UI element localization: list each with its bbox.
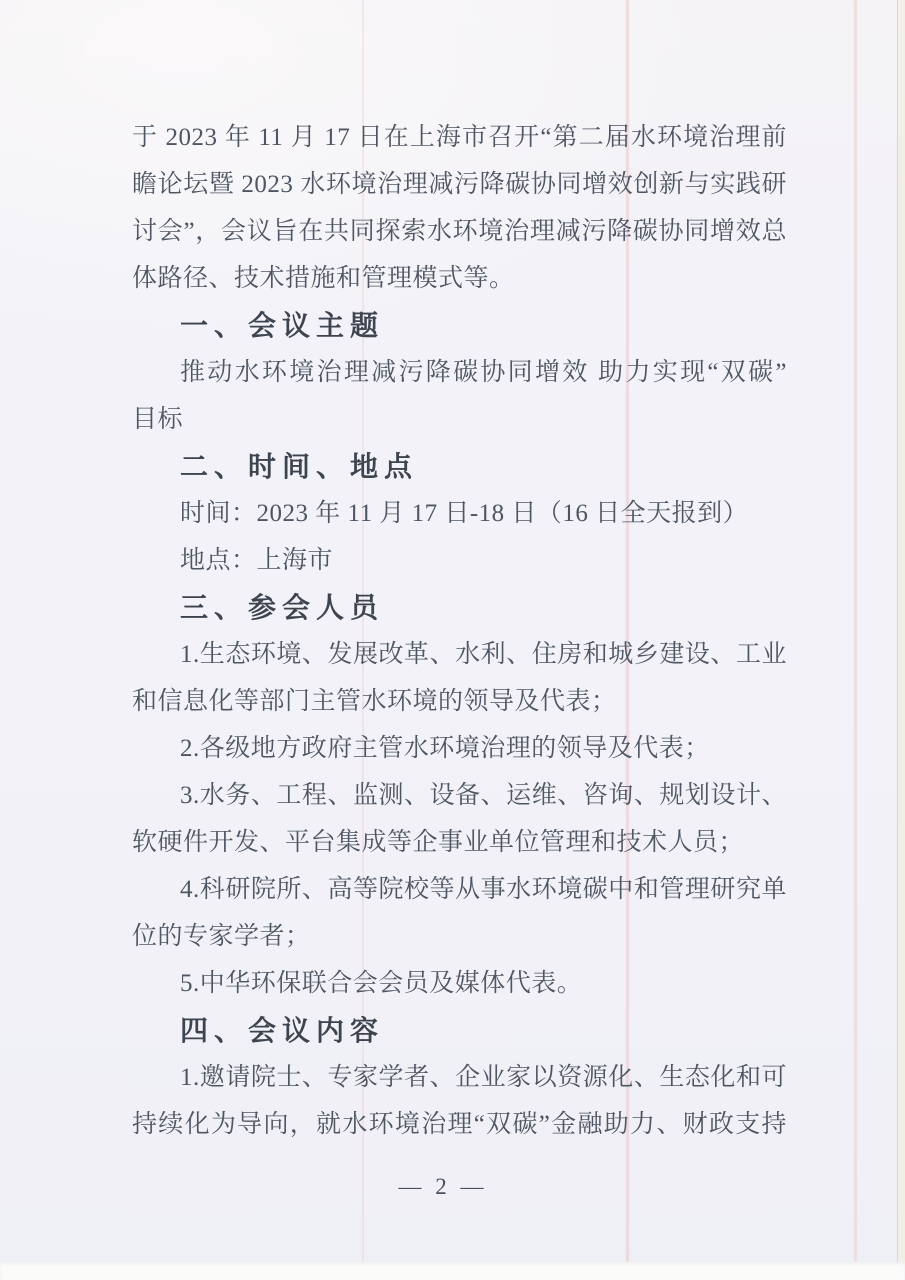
document-text-block: [132, 114, 787, 1148]
document-line: 地点：上海市: [180, 547, 334, 574]
document-line: 二、时间、地点: [180, 451, 419, 482]
page-footer: [0, 1174, 886, 1200]
document-line: 和信息化等部门主管水环境的领导及代表；: [132, 688, 617, 715]
document-line: 软硬件开发、平台集成等企事业单位管理和技术人员；: [132, 829, 745, 856]
scan-artifact-line-right: [854, 0, 857, 1262]
page-number: — 2 —: [398, 1174, 488, 1199]
document-line: 时间：2023 年 11 月 17 日-18 日（16 日全天报到）: [180, 500, 749, 527]
document-line: 1.邀请院士、专家学者、企业家以资源化、生态化和可: [180, 1064, 787, 1091]
document-line: 瞻论坛暨 2023 水环境治理减污降碳协同增效创新与实践研: [132, 171, 787, 198]
scanner-background-strip: [0, 1262, 905, 1280]
document-line: 于 2023 年 11 月 17 日在上海市召开“第二届水环境治理前: [132, 124, 787, 151]
document-line: 讨会”，会议旨在共同探索水环境治理减污降碳协同增效总: [132, 218, 787, 245]
document-line: 推动水环境治理减污降碳协同增效 助力实现“双碳”: [180, 359, 787, 386]
paper-right-edge: [897, 0, 905, 1262]
document-line: 1.生态环境、发展改革、水利、住房和城乡建设、工业: [180, 641, 787, 668]
document-line: 四、会议内容: [180, 1015, 385, 1046]
document-line: 位的专家学者；: [132, 923, 311, 950]
document-line: 持续化为导向，就水环境治理“双碳”金融助力、财政支持: [132, 1111, 787, 1138]
document-line: 体路径、技术措施和管理模式等。: [132, 265, 515, 292]
document-line: 4.科研院所、高等院校等从事水环境碳中和管理研究单: [180, 876, 787, 903]
document-line: 三、参会人员: [180, 592, 385, 623]
document-line: 5.中华环保联合会会员及媒体代表。: [180, 970, 583, 997]
document-line: 一、会议主题: [180, 310, 385, 341]
document-line: 2.各级地方政府主管水环境治理的领导及代表；: [180, 735, 710, 762]
document-line: 目标: [132, 406, 184, 433]
document-line: 3.水务、工程、监测、设备、运维、咨询、规划设计、: [180, 782, 787, 809]
